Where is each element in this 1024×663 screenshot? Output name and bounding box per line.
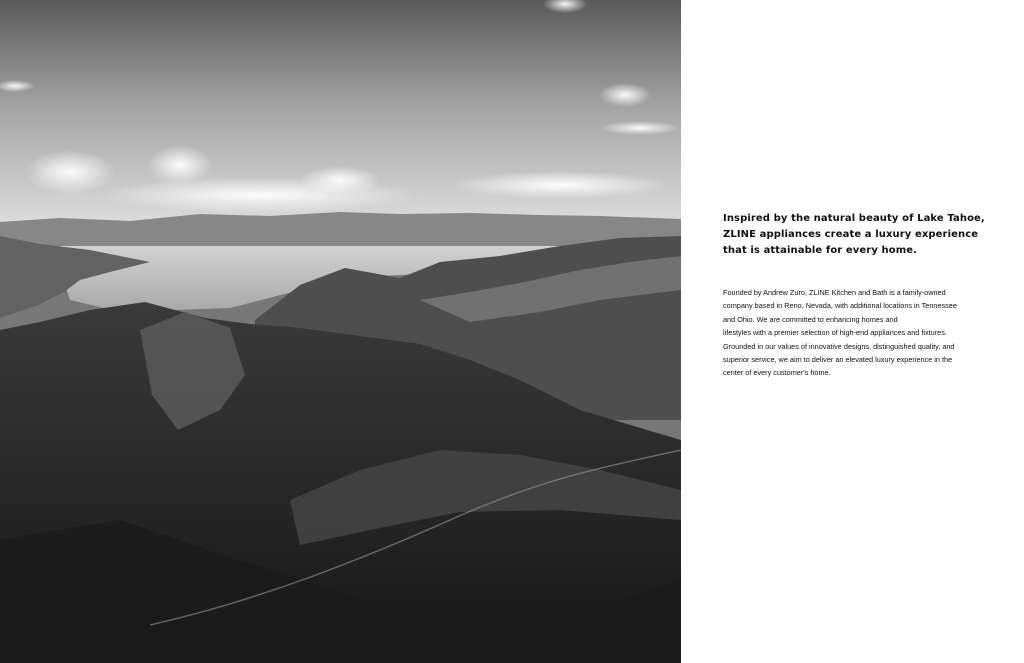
intro-text-column (723, 211, 983, 380)
body-line: Grounded in our values of innovative designs, distinguished quality, and (723, 341, 955, 351)
headline-line: ZLINE appliances create a luxury experience (723, 229, 979, 240)
company-description (723, 286, 983, 380)
body-line: lifestyles with a premier selection of high-end appliances and fixtures. (723, 328, 947, 338)
body-line: and Ohio. We are committed to enhancing homes and (723, 314, 898, 324)
body-line: superior service, we aim to deliver an elevated luxury experience in the (723, 355, 953, 365)
body-line: center of every customer's home. (723, 368, 831, 378)
headline (723, 211, 983, 259)
body-line: Founded by Andrew Zuro, ZLINE Kitchen and Bath is a family-owned (723, 288, 946, 297)
headline-line: Inspired by the natural beauty of Lake Tahoe, (723, 213, 985, 224)
headline-line: that is attainable for every home. (723, 245, 918, 256)
body-line: company based in Reno, Nevada, with additional locations in Tennessee (723, 301, 957, 311)
